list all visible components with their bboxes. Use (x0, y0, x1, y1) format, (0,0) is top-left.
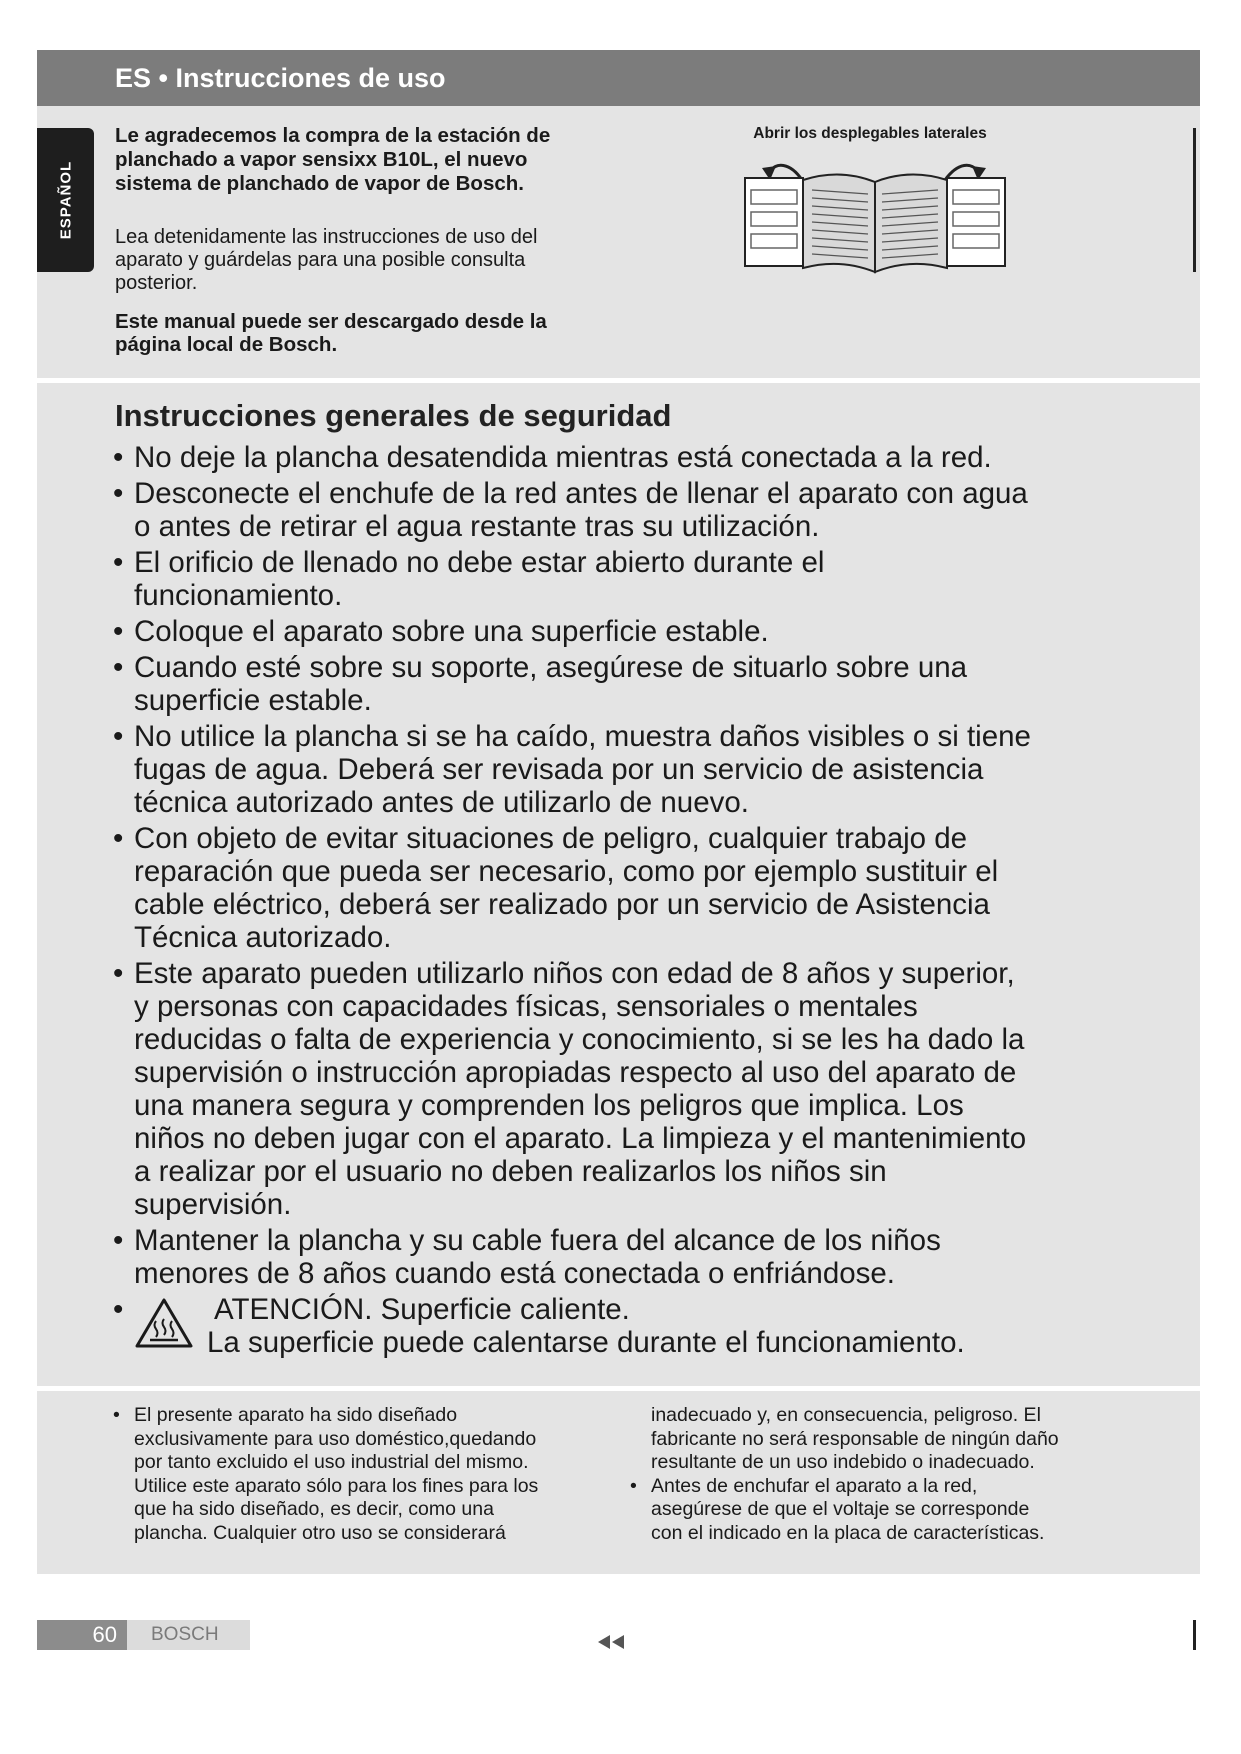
safety-item (113, 546, 1143, 612)
note-bullet: • (630, 1474, 637, 1497)
safety-item (113, 651, 1143, 717)
safety-item (113, 477, 1143, 543)
notes-left-column (113, 1404, 603, 1545)
note-line: Utilice este aparato sólo para los fines para los (134, 1474, 539, 1497)
safety-item-line: o antes de retirar el agua restante tras su utilización. (134, 510, 820, 543)
safety-item-line: Mantener la plancha y su cable fuera del alcance de los niños (134, 1224, 941, 1257)
note-bullet: • (113, 1404, 120, 1426)
note-line: resultante de un uso indebido o inadecuado. (651, 1451, 1035, 1473)
note-continuation (630, 1404, 1120, 1475)
safety-item-line: fugas de agua. Deberá ser revisada por un servicio de asistencia (134, 753, 984, 786)
open-folds-icon (740, 150, 1010, 280)
brand-label: BOSCH (127, 1620, 250, 1650)
warning-title: • ATENCIÓN. Superficie caliente. (214, 1293, 630, 1326)
right-edge-rule (1193, 128, 1196, 272)
intro-download-note (115, 310, 615, 356)
note-line: El presente aparato ha sido diseñado (134, 1404, 458, 1426)
safety-item (113, 720, 1143, 819)
hot-surface-warning-icon (134, 1297, 194, 1349)
safety-item-line: reducidas o falta de experiencia y conocimiento, si se les ha dado la (134, 1023, 1025, 1056)
intro-download-line: página local de Bosch. (115, 333, 338, 356)
safety-item-line: No utilice la plancha si se ha caído, muestra daños visibles o si tiene (134, 720, 1031, 753)
safety-item-line: cable eléctrico, deberá ser realizado por un servicio de Asistencia (134, 888, 990, 921)
safety-item (113, 822, 1143, 954)
safety-item-line: Cuando esté sobre su soporte, asegúrese de situarlo sobre una (134, 651, 968, 684)
safety-item-line: supervisión. (134, 1188, 292, 1221)
intro-thanks (115, 124, 615, 196)
note-item (630, 1475, 1120, 1546)
note-line: inadecuado y, en consecuencia, peligroso. El (651, 1404, 1041, 1426)
safety-item (113, 957, 1143, 1221)
note-line: fabricante no será responsable de ningún daño (651, 1427, 1059, 1450)
intro-download-line: Este manual puede ser descargado desde la (115, 310, 547, 333)
header-title: ES • Instrucciones de uso (115, 63, 446, 93)
intro-thanks-line: Le agradecemos la compra de la estación de (115, 124, 551, 147)
safety-item-line: Técnica autorizado. (134, 921, 392, 954)
safety-item-line: Con objeto de evitar situaciones de peligro, cualquier trabajo de (134, 822, 968, 855)
note-line: por tanto excluido el uso industrial del mismo. (134, 1451, 529, 1473)
safety-item-line: Desconecte el enchufe de la red antes de llenar el aparato con agua (134, 477, 1028, 510)
intro-thanks-line: planchado a vapor sensixx B10L, el nuevo (115, 148, 528, 171)
note-line: plancha. Cualquier otro uso se considerará (134, 1521, 506, 1544)
fold-caption: Abrir los desplegables laterales (753, 125, 987, 142)
note-line: Antes de enchufar el aparato a la red, (651, 1474, 978, 1497)
safety-item-line: No deje la plancha desatendida mientras está conectada a la red. (134, 441, 992, 474)
safety-item-line: Este aparato pueden utilizarlo niños con edad de 8 años y superior, (134, 957, 1015, 990)
intro-read-line: Lea detenidamente las instrucciones de uso del (115, 226, 538, 248)
intro-thanks-line: sistema de planchado de vapor de Bosch. (115, 172, 524, 195)
safety-item (113, 441, 1143, 474)
intro-read-line: posterior. (115, 272, 198, 294)
safety-item-line: técnica autorizado antes de utilizarlo de nuevo. (134, 786, 749, 819)
note-item (113, 1404, 603, 1545)
warning-text: La superficie puede calentarse durante el funcionamiento. (207, 1326, 965, 1359)
safety-item-line: supervisión o instrucción apropiadas respecto al uso del aparato de (134, 1056, 1017, 1089)
safety-item-line: funcionamiento. (134, 579, 343, 612)
safety-item-line: El orificio de llenado no debe estar abierto durante el (134, 546, 825, 579)
notes-right-column (630, 1404, 1120, 1545)
intro-read-carefully (115, 226, 615, 295)
intro-read-line: aparato y guárdelas para una posible consulta (115, 249, 526, 271)
language-label: ESPAÑOL (57, 160, 74, 240)
right-edge-rule-footer (1193, 1620, 1196, 1650)
back-arrows-icon (598, 1633, 630, 1651)
safety-title: Instrucciones generales de seguridad (115, 398, 672, 433)
safety-item-line: superficie estable. (134, 684, 372, 717)
safety-item-line: niños no deben jugar con el aparato. La limpieza y el mantenimiento (134, 1122, 1027, 1155)
note-line: con el indicado en la placa de características. (651, 1521, 1045, 1544)
header-bar (37, 50, 1200, 106)
note-line: asegúrese de que el voltaje se corresponde (651, 1498, 1030, 1520)
note-line: exclusivamente para uso doméstico,quedando (134, 1427, 537, 1450)
hot-surface-warning (113, 1293, 1143, 1359)
safety-item-line: a realizar por el usuario no deben realizarlos los niños sin (134, 1155, 887, 1188)
safety-item-line: una manera segura y comprenden los peligros que implica. Los (134, 1089, 964, 1122)
safety-item (113, 615, 1143, 648)
safety-item (113, 1224, 1143, 1290)
safety-list (113, 441, 1143, 1362)
language-side-tab (37, 128, 94, 272)
safety-item-line: reparación que pueda ser necesario, como por ejemplo sustituir el (134, 855, 999, 888)
safety-item-line: menores de 8 años cuando está conectada o enfriándose. (134, 1257, 895, 1290)
safety-item-line: y personas con capacidades físicas, sensoriales o mentales (134, 990, 918, 1023)
safety-item-line: Coloque el aparato sobre una superficie estable. (134, 615, 769, 648)
page-number: 60 (37, 1620, 127, 1650)
note-line: que ha sido diseñado, es decir, como una (134, 1498, 494, 1520)
